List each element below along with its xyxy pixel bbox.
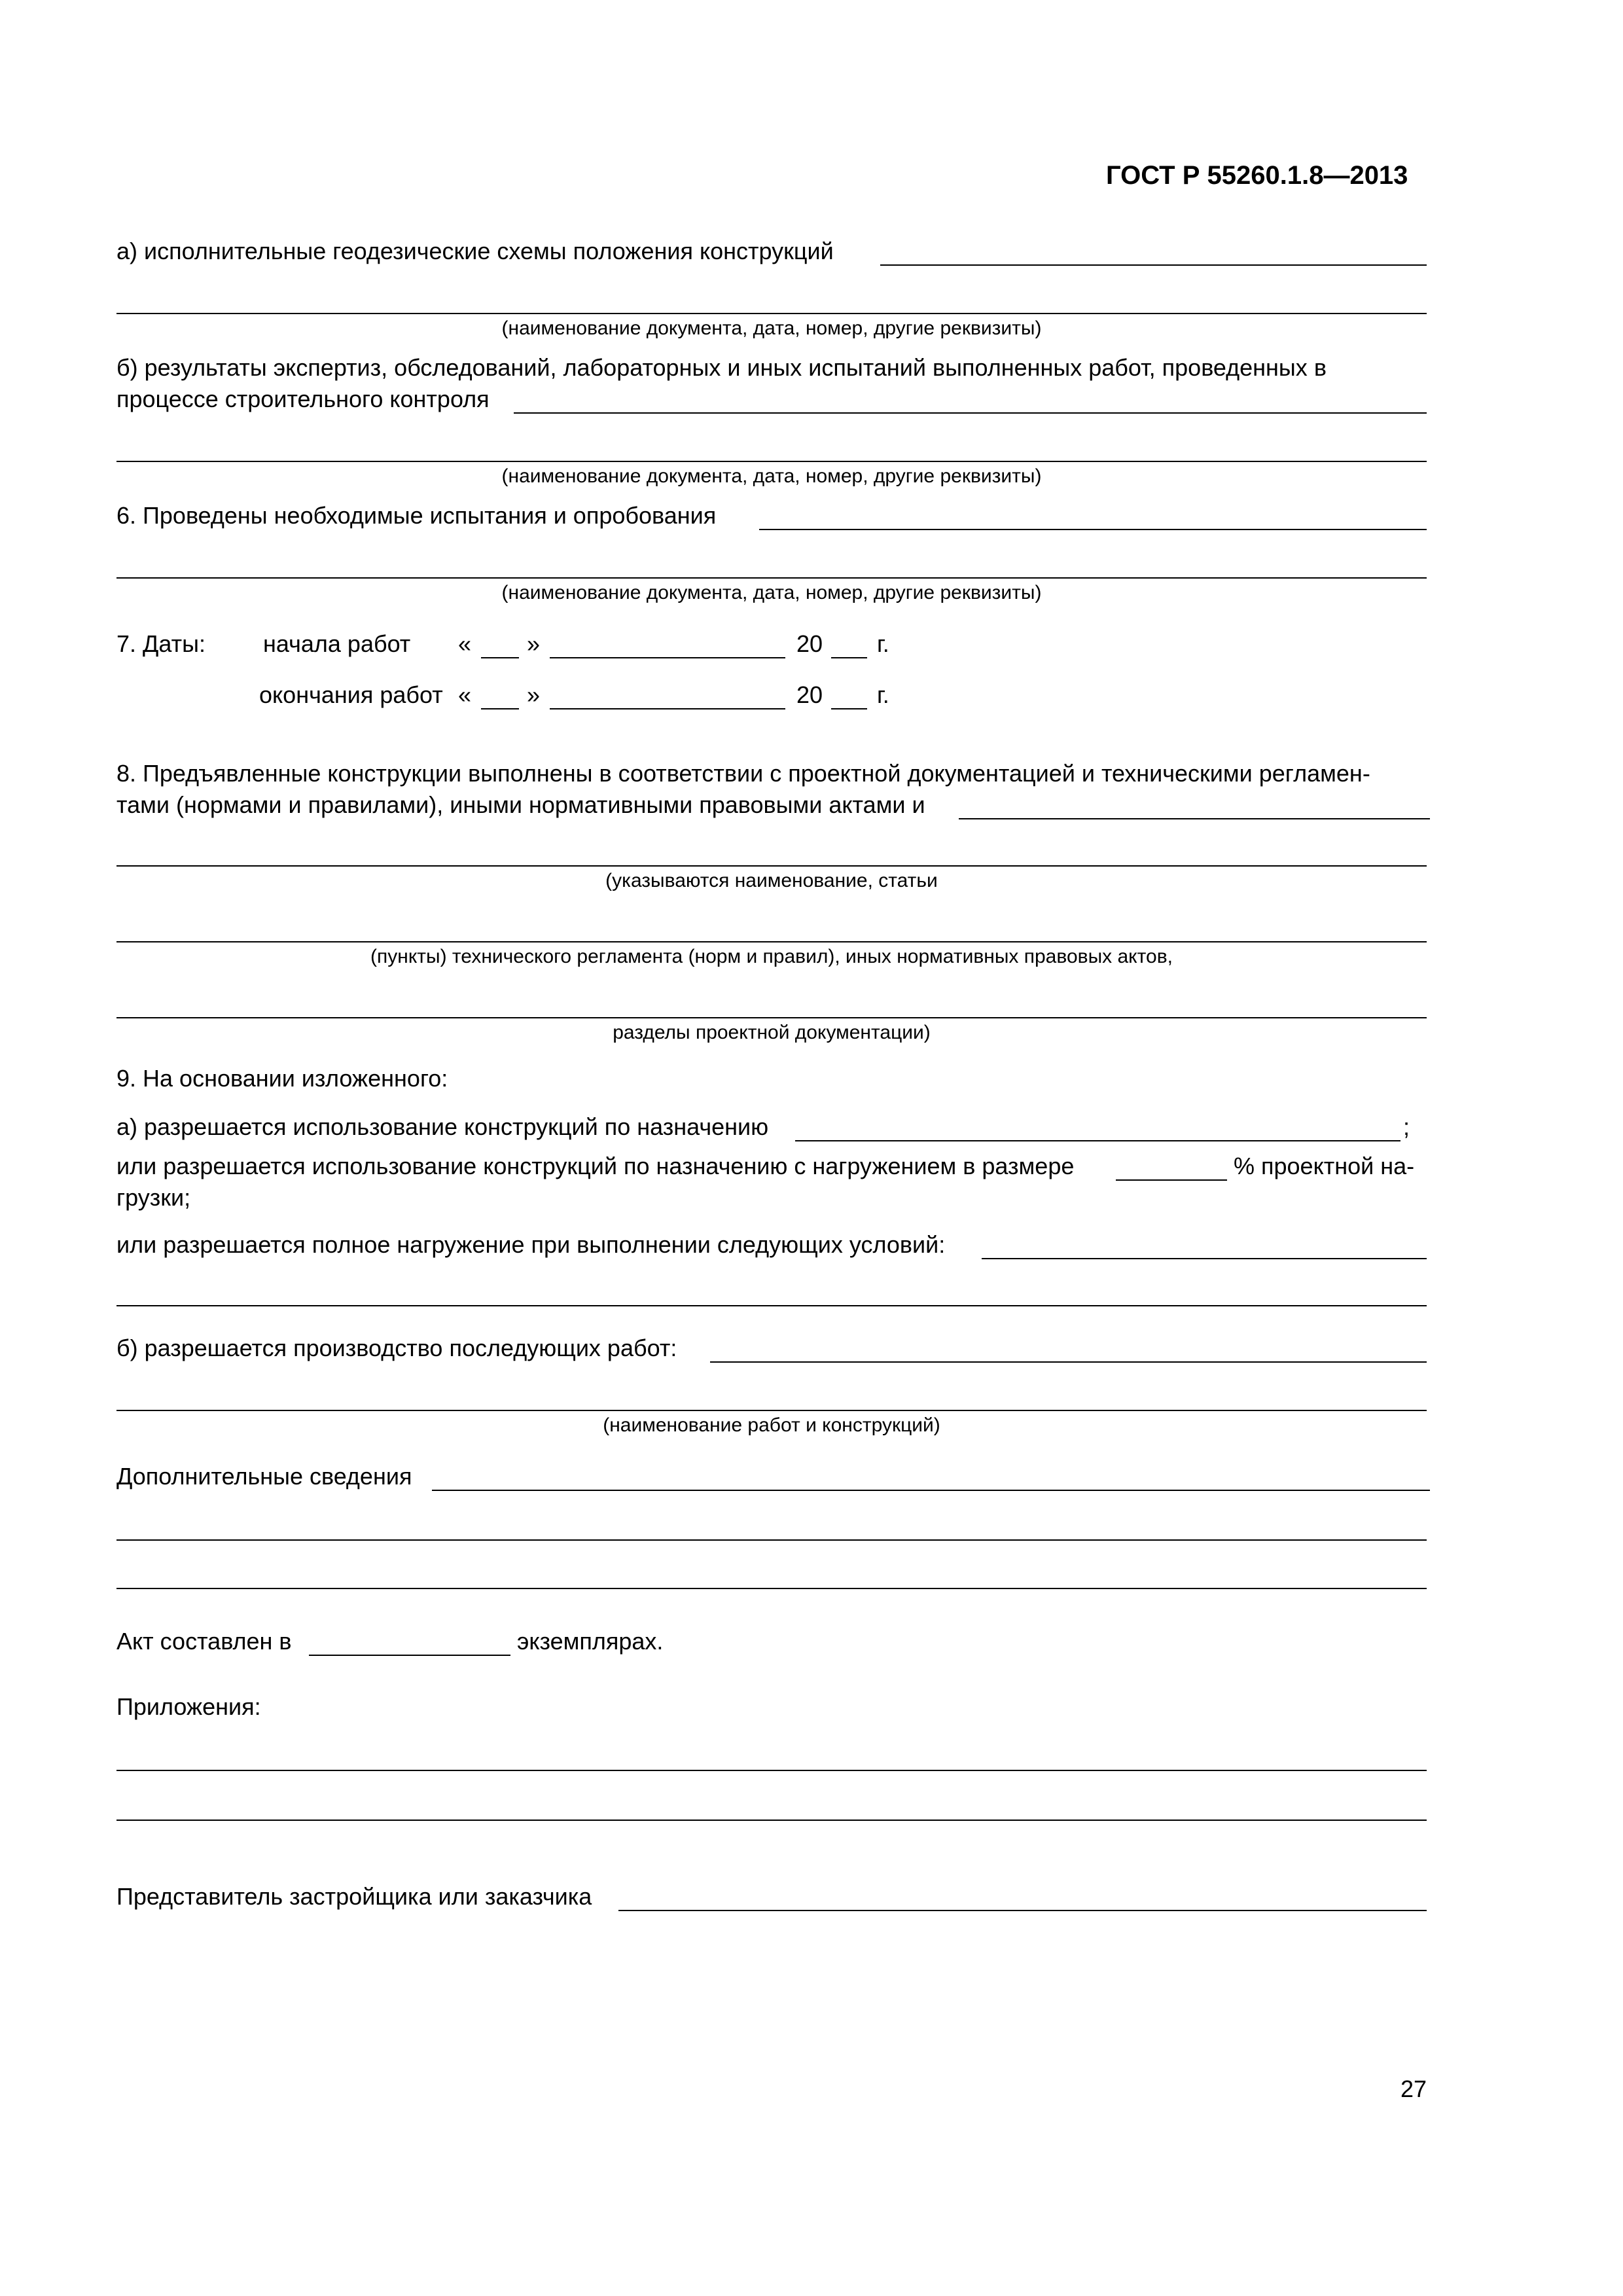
end-year-field[interactable] xyxy=(831,708,867,709)
act-part1: Акт составлен в xyxy=(116,1628,292,1655)
item9-heading: 9. На основании изложенного: xyxy=(116,1065,448,1092)
item6-fill-line[interactable] xyxy=(759,529,1427,530)
attachments-label: Приложения: xyxy=(116,1693,261,1720)
act-part2: экземплярах. xyxy=(517,1628,664,1655)
representative-fill-line[interactable] xyxy=(618,1910,1427,1911)
item8-line2: тами (нормами и правилами), иными нормативными правовыми актами и xyxy=(116,791,925,818)
item6-text: 6. Проведены необходимые испытания и опробования xyxy=(116,502,717,529)
document-code: ГОСТ Р 55260.1.8—2013 xyxy=(1106,161,1408,190)
item-b-fill-line[interactable] xyxy=(514,412,1427,414)
item-a-text: а) исполнительные геодезические схемы положения конструкций xyxy=(116,238,834,264)
item9-or1-line2: грузки; xyxy=(116,1184,191,1211)
start-year-prefix: 20 xyxy=(796,630,823,657)
item9-a-text: а) разрешается использование конструкций по назначению xyxy=(116,1113,769,1140)
end-quote-close: » xyxy=(527,681,541,708)
extra-label: Дополнительные сведения xyxy=(116,1463,412,1490)
end-month-field[interactable] xyxy=(550,708,785,709)
item9-a-end: ; xyxy=(1403,1113,1410,1140)
start-day-field[interactable] xyxy=(481,657,519,658)
item9-b-fill-line[interactable] xyxy=(710,1361,1427,1363)
item-a-fill-line-2[interactable] xyxy=(116,313,1427,314)
item9-or2-fill-line-2[interactable] xyxy=(116,1305,1427,1306)
page-number: 27 xyxy=(1400,2075,1427,2102)
end-day-field[interactable] xyxy=(481,708,519,709)
item8-caption-3: разделы проектной документации) xyxy=(613,1022,931,1043)
item9-or1-part2: % проектной на- xyxy=(1234,1153,1415,1179)
item8-caption-2: (пункты) технического регламента (норм и правил), иных нормативных правовых актов, xyxy=(370,946,1173,967)
item-b-line2: процессе строительного контроля xyxy=(116,386,490,412)
start-label: начала работ xyxy=(263,630,411,657)
start-month-field[interactable] xyxy=(550,657,785,658)
item9-b-text: б) разрешается производство последующих работ: xyxy=(116,1335,677,1361)
end-quote-open: « xyxy=(458,681,472,708)
start-quote-close: » xyxy=(527,630,541,657)
item9-b-fill-line-2[interactable] xyxy=(116,1410,1427,1411)
extra-fill-line[interactable] xyxy=(432,1490,1430,1491)
item-b-line1: б) результаты экспертиз, обследований, лабораторных и иных испытаний выполненных работ, проведенных в xyxy=(116,354,1327,381)
item8-fill-line-2[interactable] xyxy=(116,865,1427,867)
item9-load-percent-field[interactable] xyxy=(1116,1179,1227,1181)
representative-label: Представитель застройщика или заказчика xyxy=(116,1883,592,1910)
item-a-fill-line[interactable] xyxy=(880,264,1427,266)
start-quote-open: « xyxy=(458,630,472,657)
end-year-prefix: 20 xyxy=(796,681,823,708)
item9-or1-part1: или разрешается использование конструкций по назначению с нагружением в размере xyxy=(116,1153,1075,1179)
end-year-suffix: г. xyxy=(877,681,889,708)
item8-fill-line-3[interactable] xyxy=(116,941,1427,942)
item-b-caption: (наименование документа, дата, номер, другие реквизиты) xyxy=(501,465,1042,487)
start-year-field[interactable] xyxy=(831,657,867,658)
item9-a-fill-line[interactable] xyxy=(795,1140,1400,1141)
item9-b-caption: (наименование работ и конструкций) xyxy=(603,1414,940,1436)
extra-fill-line-2[interactable] xyxy=(116,1539,1427,1541)
attachments-fill-line-1[interactable] xyxy=(116,1770,1427,1771)
item6-fill-line-2[interactable] xyxy=(116,577,1427,579)
item8-fill-line[interactable] xyxy=(959,818,1430,819)
item-a-caption: (наименование документа, дата, номер, другие реквизиты) xyxy=(501,317,1042,339)
extra-fill-line-3[interactable] xyxy=(116,1588,1427,1589)
item8-fill-line-4[interactable] xyxy=(116,1017,1427,1018)
item8-line1: 8. Предъявленные конструкции выполнены в соответствии с проектной документацией и техническими регламен- xyxy=(116,760,1370,787)
item7-label: 7. Даты: xyxy=(116,630,206,657)
item-b-fill-line-2[interactable] xyxy=(116,461,1427,462)
start-year-suffix: г. xyxy=(877,630,889,657)
item6-caption: (наименование документа, дата, номер, другие реквизиты) xyxy=(501,582,1042,603)
act-copies-field[interactable] xyxy=(309,1655,510,1656)
item8-caption-1: (указываются наименование, статьи xyxy=(605,870,938,891)
item9-or2-fill-line[interactable] xyxy=(982,1258,1427,1259)
attachments-fill-line-2[interactable] xyxy=(116,1820,1427,1821)
item9-or2: или разрешается полное нагружение при выполнении следующих условий: xyxy=(116,1231,946,1258)
end-label: окончания работ xyxy=(259,681,443,708)
